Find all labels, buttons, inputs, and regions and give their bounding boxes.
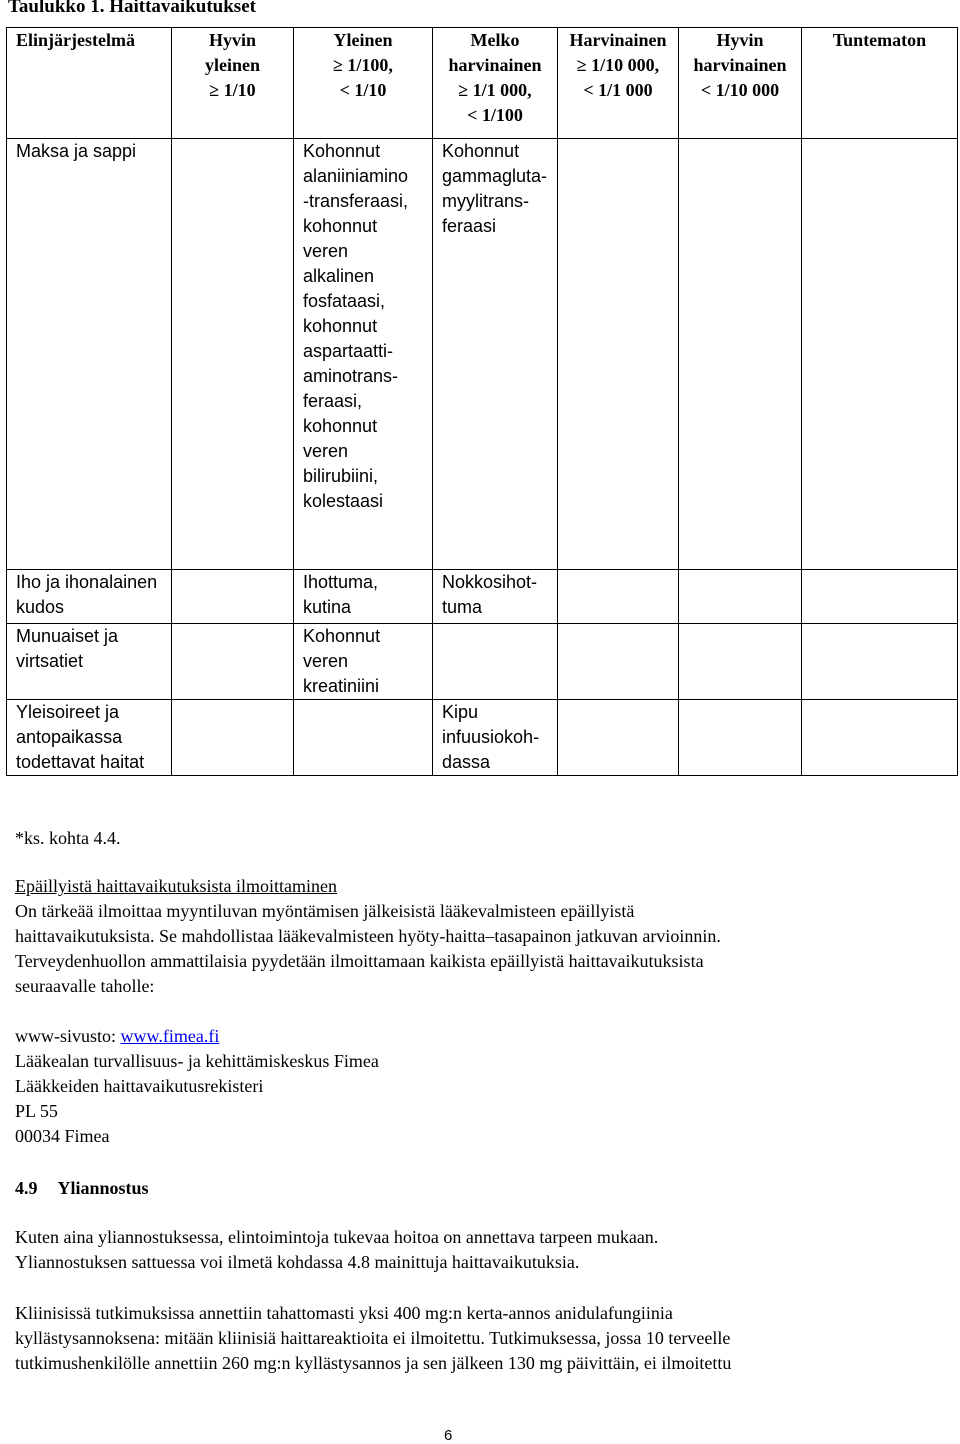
header-uncommon: Melko harvinainen ≥ 1/1 000, < 1/100: [433, 28, 558, 139]
overdose-paragraph-1: [15, 1225, 658, 1275]
table-cell: [679, 700, 802, 776]
table-cell: [802, 700, 958, 776]
row-category: Yleisoireet ja antopaikassa todettavat haitat: [7, 700, 172, 776]
table-row: [7, 570, 958, 624]
reporting-line: Terveydenhuollon ammattilaisia pyydetään ilmoittamaan kaikista epäillyistä haittavaikutuksista: [15, 951, 704, 971]
paragraph-line: Kliinisissä tutkimuksissa annettiin tahattomasti yksi 400 mg:n kerta-annos anidulafungiinia: [15, 1303, 673, 1323]
table-cell: [679, 624, 802, 700]
table-cell: [802, 624, 958, 700]
reporting-heading: Epäillyistä haittavaikutuksista ilmoittaminen: [15, 876, 337, 896]
section-number: 4.9: [15, 1178, 38, 1198]
table-header-row: [7, 28, 958, 139]
table-cell: [558, 139, 679, 570]
table-cell: [558, 624, 679, 700]
website-line: [15, 1024, 721, 1049]
address-line: Lääkkeiden haittavaikutusrekisteri: [15, 1076, 264, 1096]
table-cell: [558, 700, 679, 776]
row-category: Iho ja ihonalainen kudos: [7, 570, 172, 624]
paragraph-line: kyllästysannoksena: mitään kliinisiä haittareaktioita ei ilmoitettu. Tutkimuksessa, jossa 10 terveelle: [15, 1328, 731, 1348]
overdose-paragraph-2: [15, 1301, 731, 1376]
reporting-section: [15, 874, 721, 1149]
reporting-line: On tärkeää ilmoittaa myyntiluvan myöntämisen jälkeisistä lääkevalmisteen epäillyistä: [15, 901, 635, 921]
table-cell: [172, 624, 294, 700]
adverse-effects-table: [6, 27, 958, 776]
header-unknown: Tuntematon: [802, 28, 958, 139]
table-row: [7, 139, 958, 570]
paragraph-line: Yliannostuksen sattuessa voi ilmetä kohdassa 4.8 mainittuja haittavaikutuksia.: [15, 1252, 580, 1272]
footnote: *ks. kohta 4.4.: [15, 828, 121, 848]
table-cell: Nokkosihot- tuma: [433, 570, 558, 624]
header-organ-system: Elinjärjestelmä: [7, 28, 172, 139]
table-cell: [172, 700, 294, 776]
paragraph-line: Kuten aina yliannostuksessa, elintoimintoja tukevaa hoitoa on annettava tarpeen mukaan.: [15, 1227, 659, 1247]
website-label: www-sivusto:: [15, 1026, 121, 1046]
fimea-link[interactable]: www.fimea.fi: [120, 1026, 220, 1046]
table-cell: Kohonnut gammagluta- myylitrans- feraasi: [433, 139, 558, 570]
row-category: Munuaiset ja virtsatiet: [7, 624, 172, 700]
table-cell: Kohonnut alaniiniamino -transferaasi, kohonnut veren alkalinen fosfataasi, kohonnut aspartaatti- aminotrans- feraasi, kohonnut veren bilirubiini, kolestaasi: [294, 139, 433, 570]
table-cell: Kohonnut veren kreatiniini: [294, 624, 433, 700]
table-row: [7, 624, 958, 700]
header-common: Yleinen ≥ 1/100, < 1/10: [294, 28, 433, 139]
table-cell: Ihottuma, kutina: [294, 570, 433, 624]
table-cell: [802, 139, 958, 570]
header-rare: Harvinainen ≥ 1/10 000, < 1/1 000: [558, 28, 679, 139]
section-title: Yliannostus: [57, 1178, 149, 1198]
row-category: Maksa ja sappi: [7, 139, 172, 570]
table-cell: [679, 570, 802, 624]
section-heading: [15, 1176, 149, 1201]
table-cell: [433, 624, 558, 700]
table-cell: [172, 139, 294, 570]
address-line: Lääkealan turvallisuus- ja kehittämiskeskus Fimea: [15, 1051, 379, 1071]
table-cell: [558, 570, 679, 624]
table-cell: [172, 570, 294, 624]
table-cell: [679, 139, 802, 570]
header-very-common: Hyvin yleinen ≥ 1/10: [172, 28, 294, 139]
table-row: [7, 700, 958, 776]
table-cell: Kipu infuusiokoh- dassa: [433, 700, 558, 776]
table-cell: [802, 570, 958, 624]
page-number: 6: [444, 1427, 453, 1444]
reporting-line: haittavaikutuksista. Se mahdollistaa lääkevalmisteen hyöty-haitta–tasapainon jatkuvan arvioinnin.: [15, 926, 721, 946]
paragraph-line: tutkimushenkilölle annettiin 260 mg:n kyllästysannos ja sen jälkeen 130 mg päivittäin, ei ilmoitettu: [15, 1353, 732, 1373]
reporting-line: seuraavalle taholle:: [15, 976, 155, 996]
address-line: PL 55: [15, 1101, 58, 1121]
table-title: Taulukko 1. Haittavaikutukset: [8, 0, 256, 17]
table-cell: [294, 700, 433, 776]
address-line: 00034 Fimea: [15, 1126, 110, 1146]
header-very-rare: Hyvin harvinainen < 1/10 000: [679, 28, 802, 139]
